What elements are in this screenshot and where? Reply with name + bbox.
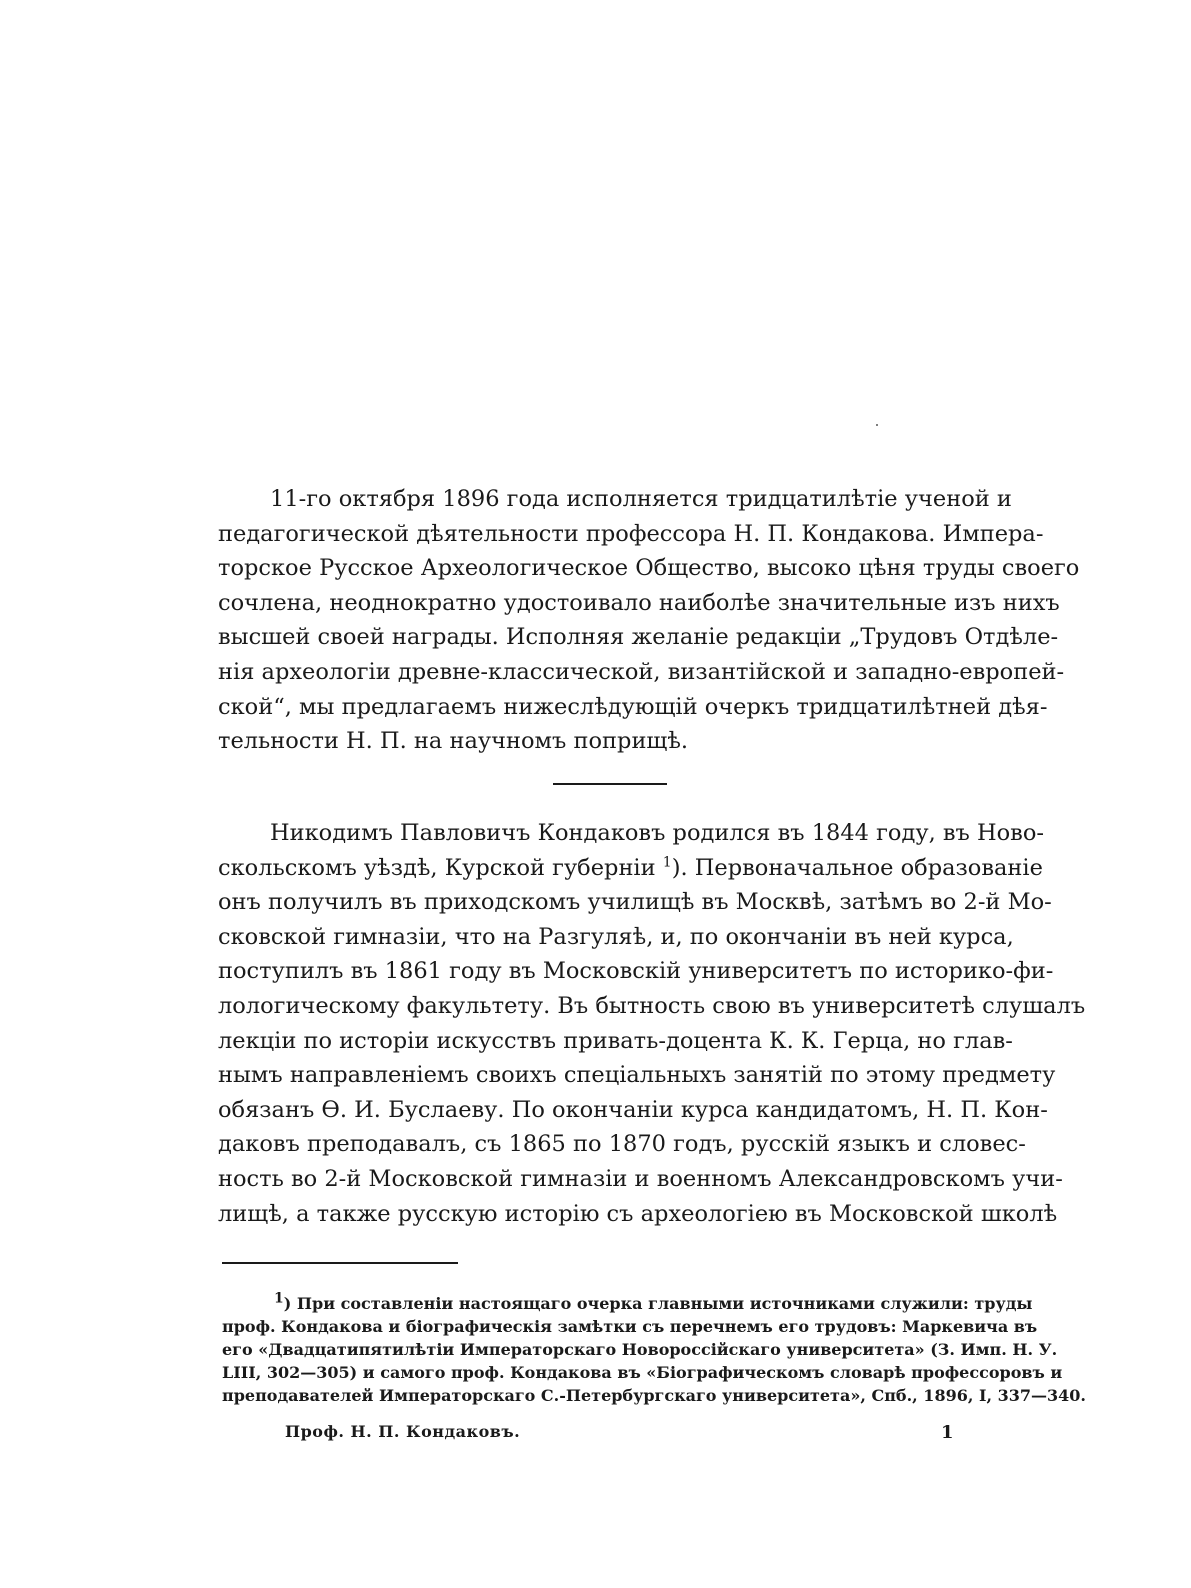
main-paragraph (218, 816, 1086, 1231)
footnote-ref[interactable]: 1 (662, 854, 672, 871)
main-line: поступилъ въ 1861 году въ Московскій университетъ по историко-фи- (218, 958, 1054, 985)
main-line: ность во 2-й Московской гимназіи и военномъ Александровскомъ учи- (218, 1165, 1063, 1192)
intro-line: ской“, мы предлагаемъ нижеслѣдующій очеркъ тридцатилѣтней дѣя- (218, 693, 1048, 720)
footnote-marker: 1 (274, 1290, 284, 1307)
footnote-line: его «Двадцатипятилѣтіи Императорскаго Новороссійскаго университета» (З. Имп. Н. У. (222, 1340, 1058, 1359)
footnote-line (222, 1290, 1033, 1315)
main-line-text: скольскомъ уѣздѣ, Курской губерніи (218, 854, 656, 881)
main-line: сковской гимназіи, что на Разгуляѣ, и, по окончаніи въ ней курса, (218, 923, 1014, 950)
footnote (222, 1290, 1086, 1407)
signature-mark: Проф. Н. П. Кондаковъ. (285, 1422, 521, 1441)
footnote-line: проф. Кондакова и біографическія замѣтки съ перечнемъ его трудовъ: Маркевича въ (222, 1317, 1038, 1336)
main-line: лищѣ, а также русскую исторію съ археологіею въ Московской школѣ (218, 1200, 1058, 1227)
main-line: нымъ направленіемъ своихъ спеціальныхъ занятій по этому предмету (218, 1062, 1056, 1089)
main-line: лологическому факультету. Въ бытность свою въ университетѣ слушалъ (218, 992, 1086, 1019)
footnote-line: LIII, 302—305) и самого проф. Кондакова въ «Біографическомъ словарѣ профессоровъ и (222, 1363, 1063, 1382)
intro-line: высшей своей награды. Исполняя желаніе редакціи „Трудовъ Отдѣле- (218, 624, 1059, 651)
main-line (218, 851, 1043, 886)
intro-line: педагогической дѣятельности профессора Н. П. Кондакова. Импера- (218, 520, 1044, 547)
main-line: даковъ преподавалъ, съ 1865 по 1870 годъ, русскій языкъ и словес- (218, 1131, 1026, 1158)
main-line: обязанъ Ѳ. И. Буслаеву. По окончаніи курса кандидатомъ, Н. П. Кон- (218, 1096, 1048, 1123)
footnote-line: преподавателей Императорскаго С.-Петербургскаго университета», Спб., 1896, I, 337—340. (222, 1386, 1086, 1405)
footnote-divider (222, 1262, 458, 1264)
print-speck (876, 424, 878, 426)
intro-line: сочлена, неоднократно удостоивало наиболѣе значительные изъ нихъ (218, 589, 1060, 616)
footnote-line-text: ) При составленіи настоящаго очерка главными источниками служили: труды (283, 1294, 1033, 1313)
intro-line: нія археологіи древне-классической, византійской и западно-европей- (218, 658, 1065, 685)
intro-paragraph (218, 482, 1080, 759)
section-divider (553, 783, 667, 785)
main-line: лекціи по исторіи искусствъ привать-доцента К. К. Герца, но глав- (218, 1027, 1013, 1054)
main-line: онъ получилъ въ приходскомъ училищѣ въ Москвѣ, затѣмъ во 2-й Мо- (218, 889, 1052, 916)
sheet-number: 1 (941, 1422, 954, 1443)
intro-line: 11-го октября 1896 года исполняется тридцатилѣтіе ученой и (270, 486, 1012, 512)
intro-line: тельности Н. П. на научномъ поприщѣ. (218, 728, 689, 755)
main-line: Никодимъ Павловичъ Кондаковъ родился въ 1844 году, въ Ново- (270, 820, 1044, 846)
main-line-tail: ). Первоначальное образованіе (671, 854, 1043, 881)
intro-line: торское Русское Археологическое Общество, высоко цѣня труды своего (218, 555, 1080, 582)
